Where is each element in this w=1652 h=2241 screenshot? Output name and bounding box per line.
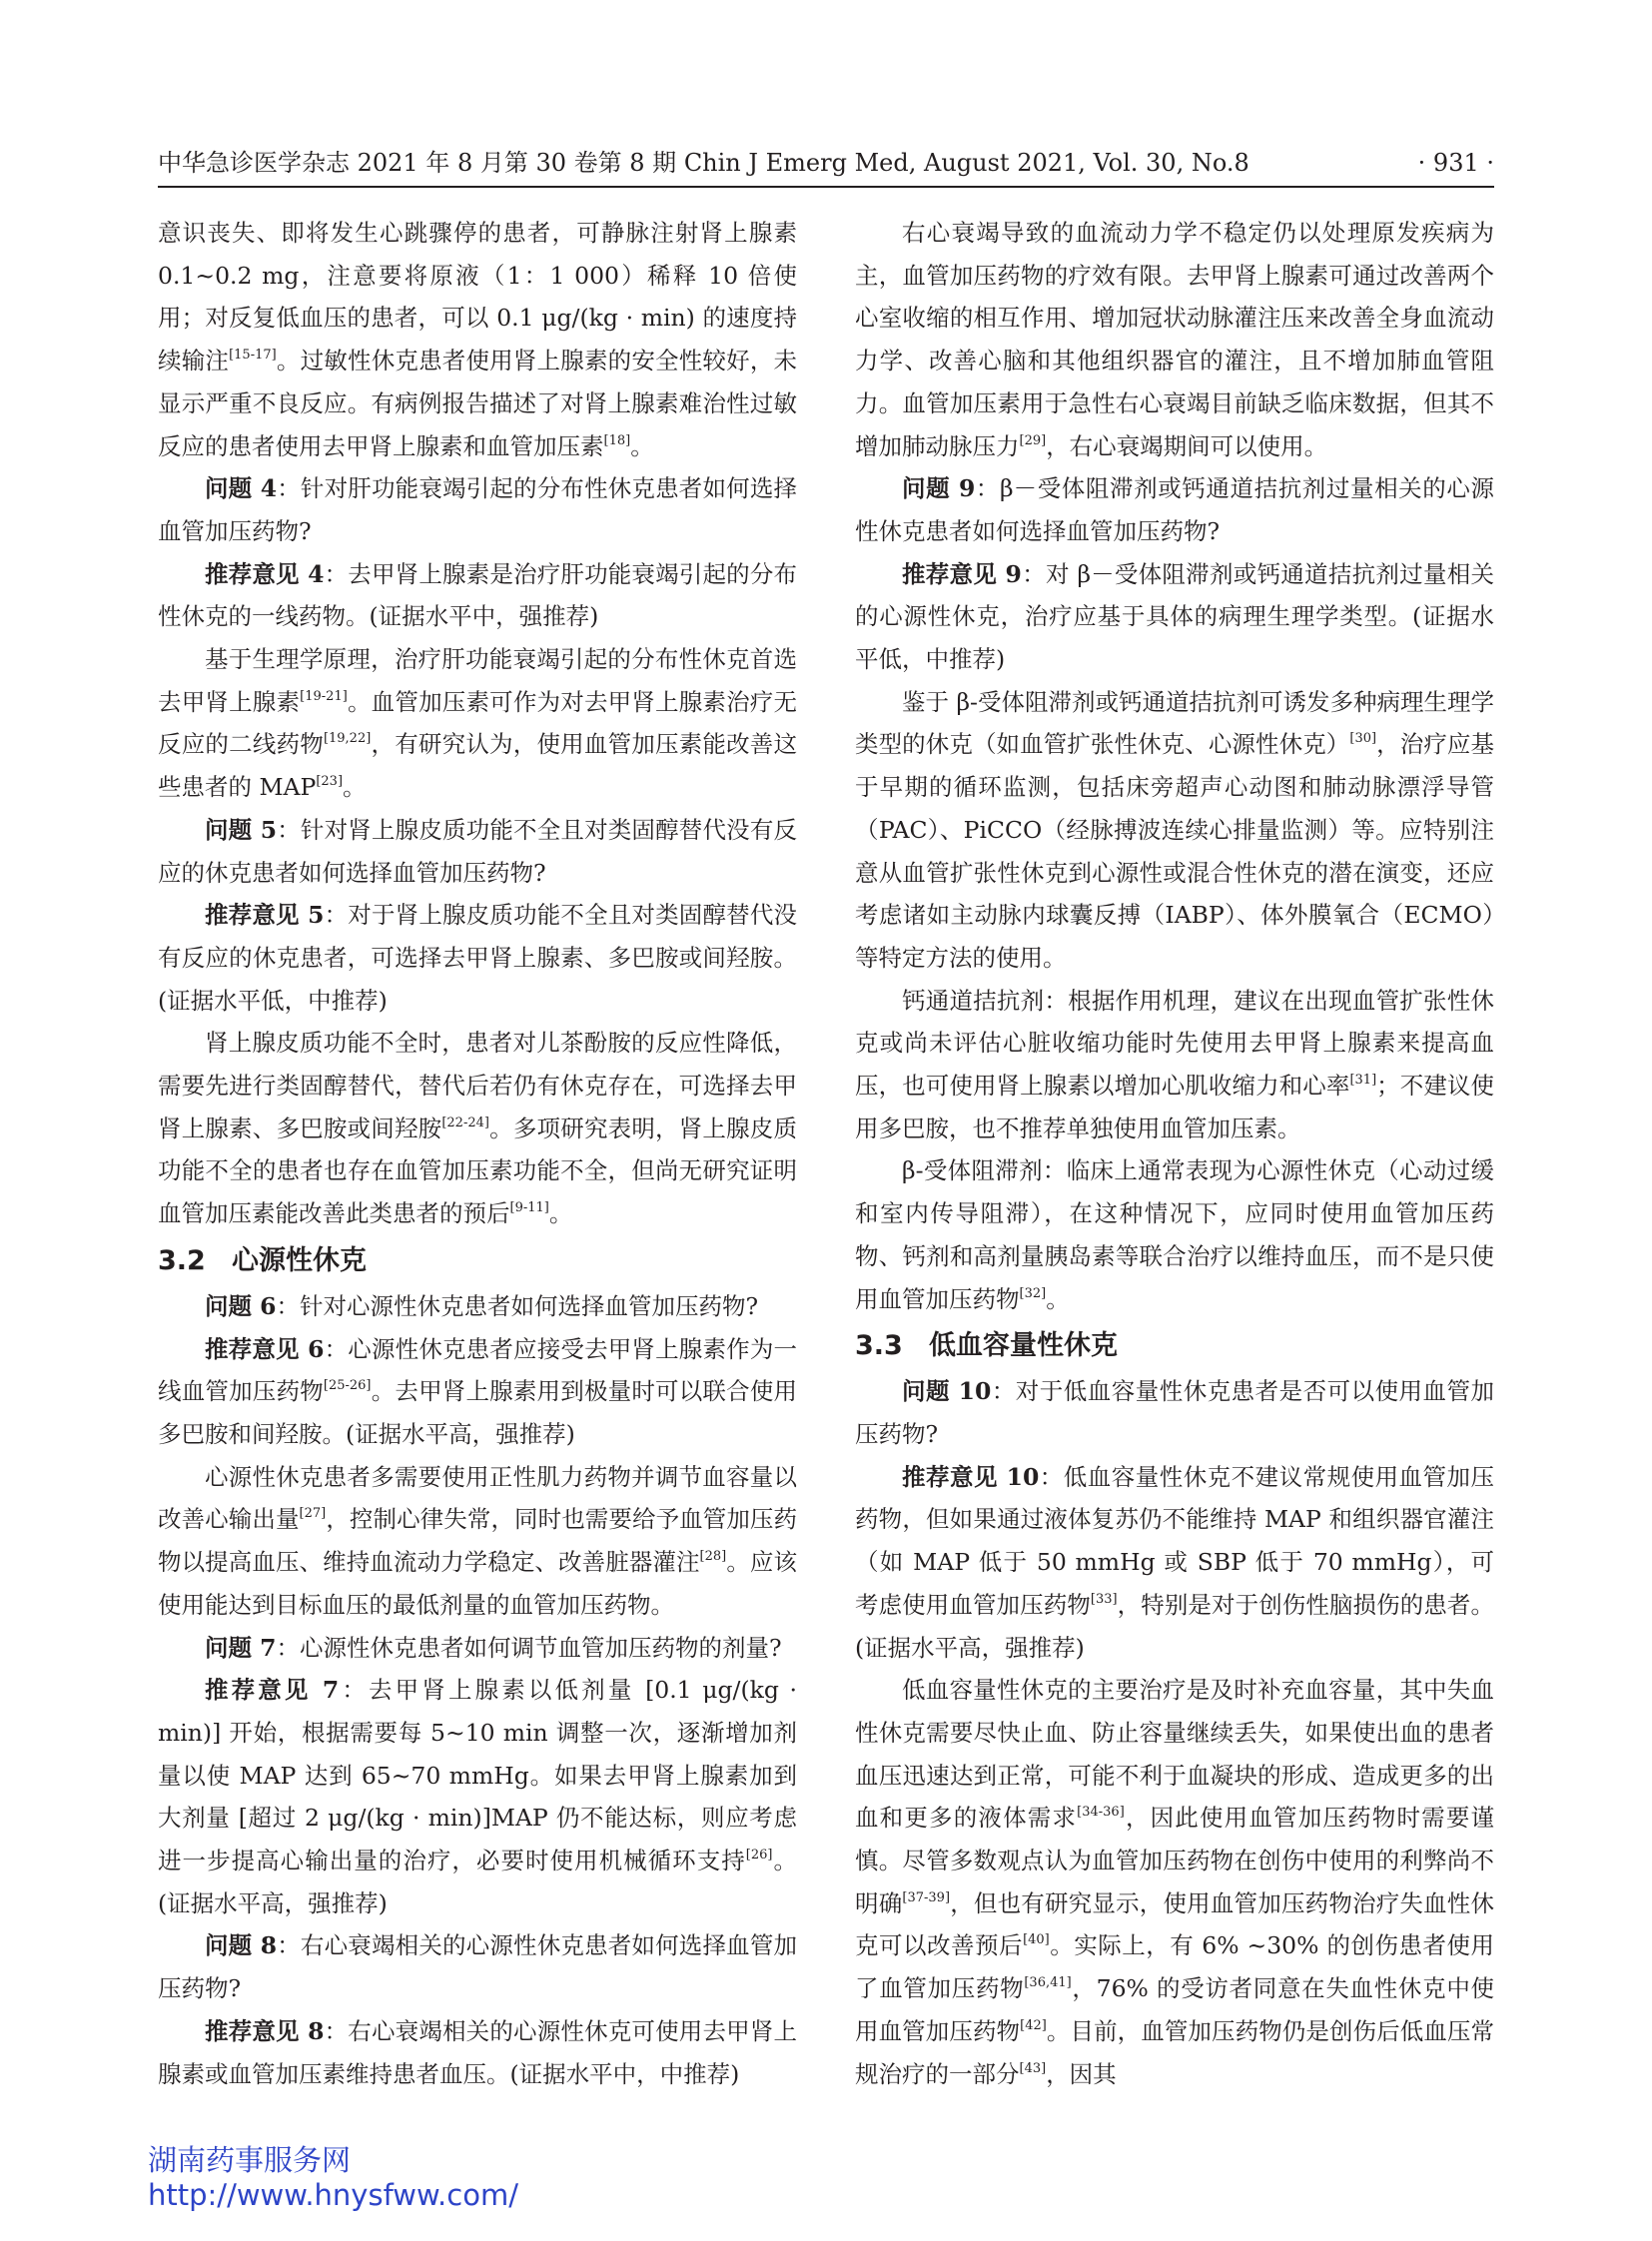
question-8: 问题 8：右心衰竭相关的心源性休克患者如何选择血管加压药物? xyxy=(158,1931,797,2003)
watermark-site-name: 湖南药事服务网 xyxy=(148,2143,352,2177)
journal-citation: 中华急诊医学杂志 2021 年 8 月第 30 卷第 8 期 Chin J Emerg Med, August 2021, Vol. 30, No.8 xyxy=(158,149,1249,177)
recommendation-7: 推荐意见 7：去甲肾上腺素以低剂量 [0.1 μg/(kg · min)] 开始，根据需要每 5~10 min 调整一次，逐渐增加剂量以使 MAP 达到 65~70 mmHg。如果去甲肾上腺素加到大剂量 [超过 2 μg/(kg · min)]MAP 仍不能达标，则应考虑进一步提高心输出量的治疗，必要时使用机械循环支持[26]。(证据水平高，强推荐) xyxy=(158,1676,798,1917)
recommendation-4: 推荐意见 4：去甲肾上腺素是治疗肝功能衰竭引起的分布性休克的一线药物。(证据水平中，强推荐) xyxy=(158,559,797,631)
question-6: 问题 6：针对心源性休克患者如何选择血管加压药物? xyxy=(205,1291,759,1320)
question-4: 问题 4：针对肝功能衰竭引起的分布性休克患者如何选择血管加压药物? xyxy=(158,474,797,545)
section-heading-3-3: 3.3 低血容量性休克 xyxy=(855,1330,1118,1362)
running-header xyxy=(158,146,1494,180)
recommendation-9: 推荐意见 9：对 β－受体阻滞剂或钙通道拮抗剂过量相关的心源性休克，治疗应基于具体的病理生理学类型。(证据水平低，中推荐) xyxy=(855,559,1494,674)
header-rule xyxy=(158,186,1494,188)
paragraph: 鉴于 β-受体阻滞剂或钙通道拮抗剂可诱发多种病理生理学类型的休克（如血管扩张性休克、心源性休克）[30]，治疗应基于早期的循环监测，包括床旁超声心动图和肺动脉漂浮导管（PAC）、PiCCO（经脉搏波连续心排量监测）等。应特别注意从血管扩张性休克到心源性或混合性休克的潜在演变，还应考虑诸如主动脉内球囊反搏（IABP）、体外膜氧合（ECMO）等特定方法的使用。 xyxy=(855,687,1495,972)
paragraph: β-受体阻滞剂：临床上通常表现为心源性休克（心动过缓和室内传导阻滞），在这种情况下，应同时使用血管加压药物、钙剂和高剂量胰岛素等联合治疗以维持血压，而不是只使用血管加压药物[32]。 xyxy=(855,1156,1494,1313)
left-column xyxy=(158,212,797,2095)
recommendation-6: 推荐意见 6：心源性休克患者应接受去甲肾上腺素作为一线血管加压药物[25-26]。去甲肾上腺素用到极量时可以联合使用多巴胺和间羟胺。(证据水平高，强推荐) xyxy=(158,1334,798,1448)
paragraph: 基于生理学原理，治疗肝功能衰竭引起的分布性休克首选去甲肾上腺素[19-21]。血管加压素可作为对去甲肾上腺素治疗无反应的二线药物[19,22]，有研究认为，使用血管加压素能改善这些患者的 MAP[23]。 xyxy=(158,645,798,802)
recommendation-10: 推荐意见 10：低血容量性休克不建议常规使用血管加压药物，但如果通过液体复苏仍不能维持 MAP 和组织器官灌注（如 MAP 低于 50 mmHg 或 SBP 低于 70 mmHg），可考虑使用血管加压药物[33]，特别是对于创伤性脑损伤的患者。(证据水平高，强推荐) xyxy=(855,1462,1495,1662)
recommendation-5: 推荐意见 5：对于肾上腺皮质功能不全且对类固醇替代没有反应的休克患者，可选择去甲肾上腺素、多巴胺或间羟胺。(证据水平低，中推荐) xyxy=(158,901,797,1015)
watermark-url[interactable]: http://www.hnysfww.com/ xyxy=(148,2178,518,2212)
question-9: 问题 9：β－受体阻滞剂或钙通道拮抗剂过量相关的心源性休克患者如何选择血管加压药物? xyxy=(855,474,1494,545)
paragraph: 意识丧失、即将发生心跳骤停的患者，可静脉注射肾上腺素 0.1~0.2 mg，注意要将原液（1：1 000）稀释 10 倍使用；对反复低血压的患者，可以 0.1 μg/(kg · min) 的速度持续输注[15-17]。过敏性休克患者使用肾上腺素的安全性较好，未显示严重不良反应。有病例报告描述了对肾上腺素难治性过敏反应的患者使用去甲肾上腺素和血管加压素[18]。 xyxy=(158,219,798,460)
paragraph: 钙通道拮抗剂：根据作用机理，建议在出现血管扩张性休克或尚未评估心脏收缩功能时先使用去甲肾上腺素来提高血压，也可使用肾上腺素以增加心肌收缩力和心率[31]；不建议使用多巴胺，也不推荐单独使用血管加压素。 xyxy=(855,986,1495,1142)
right-column xyxy=(855,212,1494,2095)
paragraph: 肾上腺皮质功能不全时，患者对儿茶酚胺的反应性降低，需要先进行类固醇替代，替代后若仍有休克存在，可选择去甲肾上腺素、多巴胺或间羟胺[22-24]。多项研究表明，肾上腺皮质功能不全的患者也存在血管加压素功能不全，但尚无研究证明血管加压素能改善此类患者的预后[9-11]。 xyxy=(158,1029,798,1228)
paragraph: 心源性休克患者多需要使用正性肌力药物并调节血容量以改善心输出量[27]，控制心律失常，同时也需要给予血管加压药物以提高血压、维持血流动力学稳定、改善脏器灌注[28]。应该使用能达到目标血压的最低剂量的血管加压药物。 xyxy=(158,1462,798,1619)
page-number: · 931 · xyxy=(1417,149,1494,177)
paragraph: 低血容量性休克的主要治疗是及时补充血容量，其中失血性休克需要尽快止血、防止容量继续丢失，如果使出血的患者血压迅速达到正常，可能不利于血凝块的形成、造成更多的出血和更多的液体需求[34-36]，因此使用血管加压药物时需要谨慎。尽管多数观点认为血管加压药物在创伤中使用的利弊尚不明确[37-39]，但也有研究显示，使用血管加压药物治疗失血性休克可以改善预后[40]。实际上，有 6% ~30% 的创伤患者使用了血管加压药物[36,41]，76% 的受访者同意在失血性休克中使用血管加压药物[42]。目前，血管加压药物仍是创伤后低血压常规治疗的一部分[43]，因其 xyxy=(855,1676,1495,2088)
question-10: 问题 10：对于低血容量性休克患者是否可以使用血管加压药物? xyxy=(855,1377,1495,1448)
paragraph: 右心衰竭导致的血流动力学不稳定仍以处理原发疾病为主，血管加压药物的疗效有限。去甲肾上腺素可通过改善两个心室收缩的相互作用、增加冠状动脉灌注压来改善全身血流动力学、改善心脑和其他组织器官的灌注，且不增加肺血管阻力。血管加压素用于急性右心衰竭目前缺乏临床数据，但其不增加肺动脉压力[29]，右心衰竭期间可以使用。 xyxy=(855,219,1494,460)
question-5: 问题 5：针对肾上腺皮质功能不全且对类固醇替代没有反应的休克患者如何选择血管加压药物? xyxy=(158,815,797,887)
section-heading-3-2: 3.2 心源性休克 xyxy=(158,1244,367,1276)
recommendation-8: 推荐意见 8：右心衰竭相关的心源性休克可使用去甲肾上腺素或血管加压素维持患者血压。(证据水平中，中推荐) xyxy=(158,2016,797,2088)
question-7: 问题 7：心源性休克患者如何调节血管加压药物的剂量? xyxy=(205,1633,782,1662)
